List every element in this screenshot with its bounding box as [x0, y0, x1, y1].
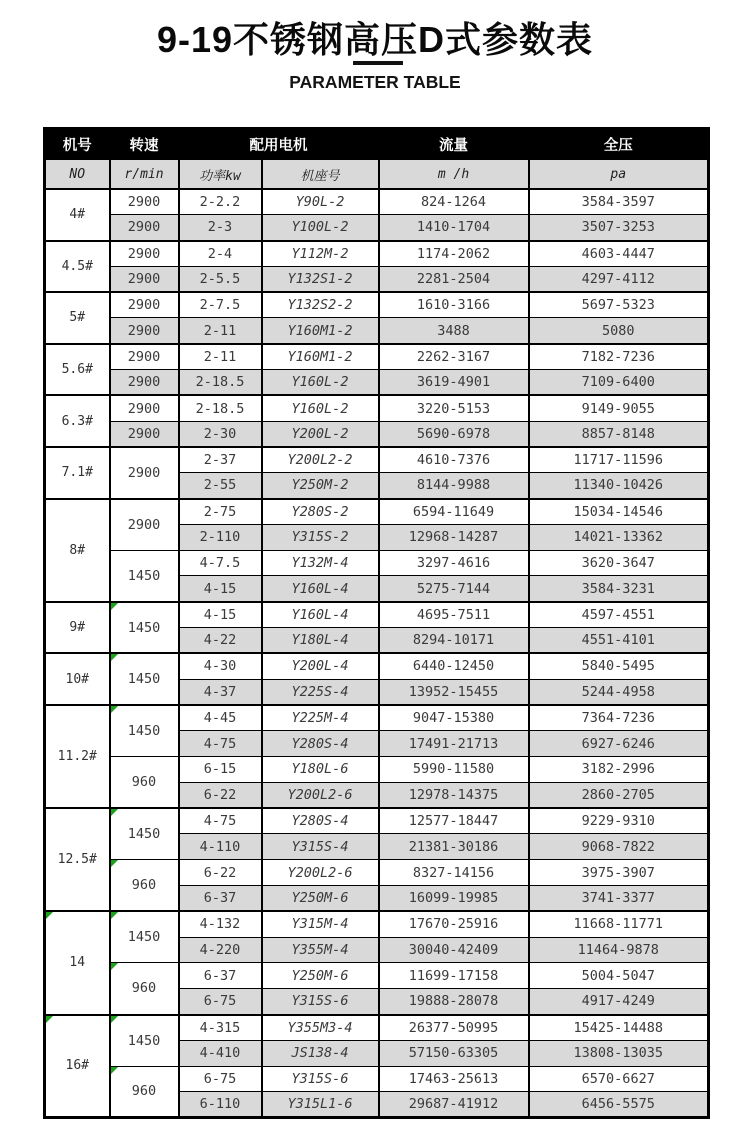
flow-cell: 5690-6978 — [379, 421, 529, 447]
power-cell: 6-37 — [179, 886, 262, 912]
power-cell: 4-410 — [179, 1040, 262, 1066]
table-row — [45, 653, 709, 679]
frame-cell: Y200L-2 — [262, 421, 379, 447]
pressure-cell: 9068-7822 — [529, 834, 709, 860]
table-row — [45, 911, 709, 937]
flow-cell: 6440-12450 — [379, 653, 529, 679]
pressure-cell: 9149-9055 — [529, 395, 709, 421]
power-cell: 4-37 — [179, 679, 262, 705]
rpm-cell: 2900 — [110, 395, 179, 421]
flow-cell: 8294-10171 — [379, 628, 529, 654]
frame-cell: Y132M-4 — [262, 550, 379, 576]
flow-cell: 2281-2504 — [379, 266, 529, 292]
frame-cell: Y112M-2 — [262, 241, 379, 267]
rpm-cell: 1450 — [110, 705, 179, 757]
machine-no-cell: 6.3# — [45, 395, 110, 447]
rpm-cell: 1450 — [110, 550, 179, 602]
pressure-cell: 5004-5047 — [529, 963, 709, 989]
unit-header-no: NO — [45, 160, 110, 190]
frame-cell: Y315S-4 — [262, 834, 379, 860]
rpm-cell: 2900 — [110, 215, 179, 241]
pressure-cell: 4551-4101 — [529, 628, 709, 654]
rpm-cell: 1450 — [110, 602, 179, 654]
flow-cell: 5275-7144 — [379, 576, 529, 602]
rpm-cell: 960 — [110, 963, 179, 1015]
pressure-cell: 8857-8148 — [529, 421, 709, 447]
flow-cell: 8144-9988 — [379, 473, 529, 499]
flow-cell: 16099-19985 — [379, 886, 529, 912]
power-cell: 4-132 — [179, 911, 262, 937]
machine-no-cell: 10# — [45, 653, 110, 705]
frame-cell: JS138-4 — [262, 1040, 379, 1066]
pressure-cell: 3975-3907 — [529, 860, 709, 886]
rpm-cell: 2900 — [110, 292, 179, 318]
pressure-cell: 11464-9878 — [529, 937, 709, 963]
power-cell: 2-30 — [179, 421, 262, 447]
frame-cell: Y250M-6 — [262, 963, 379, 989]
pressure-cell: 3620-3647 — [529, 550, 709, 576]
flow-cell: 4610-7376 — [379, 447, 529, 473]
flow-cell: 1174-2062 — [379, 241, 529, 267]
pressure-cell: 5697-5323 — [529, 292, 709, 318]
rpm-cell: 2900 — [110, 499, 179, 551]
rpm-cell: 2900 — [110, 447, 179, 499]
power-cell: 4-75 — [179, 808, 262, 834]
col-header-motor: 配用电机 — [179, 129, 379, 160]
pressure-cell: 3584-3597 — [529, 189, 709, 215]
pressure-cell: 14021-13362 — [529, 524, 709, 550]
rpm-cell: 1450 — [110, 808, 179, 860]
power-cell: 4-110 — [179, 834, 262, 860]
rpm-cell: 2900 — [110, 344, 179, 370]
frame-cell: Y355M-4 — [262, 937, 379, 963]
flow-cell: 1410-1704 — [379, 215, 529, 241]
frame-cell: Y160M1-2 — [262, 344, 379, 370]
frame-cell: Y315S-2 — [262, 524, 379, 550]
frame-cell: Y315S-6 — [262, 1066, 379, 1092]
pressure-cell: 15425-14488 — [529, 1015, 709, 1041]
machine-no-cell: 5.6# — [45, 344, 110, 396]
frame-cell: Y200L2-2 — [262, 447, 379, 473]
power-cell: 6-15 — [179, 757, 262, 783]
flow-cell: 6594-11649 — [379, 499, 529, 525]
frame-cell: Y180L-6 — [262, 757, 379, 783]
table-row — [45, 344, 709, 370]
table-row — [45, 241, 709, 267]
table-row — [45, 1015, 709, 1041]
pressure-cell: 11340-10426 — [529, 473, 709, 499]
frame-cell: Y132S1-2 — [262, 266, 379, 292]
parameter-table — [43, 127, 710, 1119]
pressure-cell: 4597-4551 — [529, 602, 709, 628]
col-header-pressure: 全压 — [529, 129, 709, 160]
table-row — [45, 189, 709, 215]
power-cell: 2-18.5 — [179, 370, 262, 396]
flow-cell: 3297-4616 — [379, 550, 529, 576]
frame-cell: Y250M-6 — [262, 886, 379, 912]
pressure-cell: 3584-3231 — [529, 576, 709, 602]
table-row — [45, 421, 709, 447]
rpm-cell: 2900 — [110, 370, 179, 396]
table-row — [45, 447, 709, 473]
power-cell: 4-7.5 — [179, 550, 262, 576]
table-row — [45, 215, 709, 241]
power-cell: 2-11 — [179, 318, 262, 344]
power-cell: 2-18.5 — [179, 395, 262, 421]
frame-cell: Y280S-4 — [262, 731, 379, 757]
power-cell: 4-15 — [179, 602, 262, 628]
rpm-cell: 960 — [110, 757, 179, 809]
power-cell: 4-220 — [179, 937, 262, 963]
frame-cell: Y315S-6 — [262, 989, 379, 1015]
rpm-cell: 2900 — [110, 241, 179, 267]
flow-cell: 3220-5153 — [379, 395, 529, 421]
power-cell: 2-55 — [179, 473, 262, 499]
flow-cell: 13952-15455 — [379, 679, 529, 705]
rpm-cell: 2900 — [110, 189, 179, 215]
power-cell: 2-7.5 — [179, 292, 262, 318]
frame-cell: Y280S-2 — [262, 499, 379, 525]
pressure-cell: 4917-4249 — [529, 989, 709, 1015]
flow-cell: 17491-21713 — [379, 731, 529, 757]
col-header-speed: 转速 — [110, 129, 179, 160]
pressure-cell: 7364-7236 — [529, 705, 709, 731]
frame-cell: Y160M1-2 — [262, 318, 379, 344]
frame-cell: Y250M-2 — [262, 473, 379, 499]
unit-header-pa: pa — [529, 160, 709, 190]
pressure-cell: 5840-5495 — [529, 653, 709, 679]
machine-no-cell: 16# — [45, 1015, 110, 1118]
pressure-cell: 9229-9310 — [529, 808, 709, 834]
rpm-cell: 2900 — [110, 318, 179, 344]
table-row — [45, 963, 709, 989]
flow-cell: 12978-14375 — [379, 782, 529, 808]
frame-cell: Y180L-4 — [262, 628, 379, 654]
machine-no-cell: 14 — [45, 911, 110, 1014]
pressure-cell: 6927-6246 — [529, 731, 709, 757]
flow-cell: 9047-15380 — [379, 705, 529, 731]
power-cell: 2-11 — [179, 344, 262, 370]
frame-cell: Y355M3-4 — [262, 1015, 379, 1041]
header-row-units — [45, 160, 709, 190]
flow-cell: 1610-3166 — [379, 292, 529, 318]
flow-cell: 57150-63305 — [379, 1040, 529, 1066]
pressure-cell: 3507-3253 — [529, 215, 709, 241]
table-row — [45, 602, 709, 628]
unit-header-rpm: r/min — [110, 160, 179, 190]
flow-cell: 3488 — [379, 318, 529, 344]
power-cell: 2-3 — [179, 215, 262, 241]
pressure-cell: 3741-3377 — [529, 886, 709, 912]
flow-cell: 29687-41912 — [379, 1092, 529, 1118]
flow-cell: 3619-4901 — [379, 370, 529, 396]
pressure-cell: 11668-11771 — [529, 911, 709, 937]
power-cell: 4-75 — [179, 731, 262, 757]
table-row — [45, 292, 709, 318]
power-cell: 4-315 — [179, 1015, 262, 1041]
table-row — [45, 395, 709, 421]
pressure-cell: 5244-4958 — [529, 679, 709, 705]
title-underline — [353, 61, 403, 65]
unit-header-m3h: m /h — [379, 160, 529, 190]
table-row — [45, 499, 709, 525]
power-cell: 2-2.2 — [179, 189, 262, 215]
flow-cell: 12577-18447 — [379, 808, 529, 834]
pressure-cell: 7109-6400 — [529, 370, 709, 396]
frame-cell: Y160L-4 — [262, 602, 379, 628]
table-row — [45, 550, 709, 576]
power-cell: 4-45 — [179, 705, 262, 731]
machine-no-cell: 4.5# — [45, 241, 110, 293]
power-cell: 2-4 — [179, 241, 262, 267]
frame-cell: Y200L2-6 — [262, 782, 379, 808]
pressure-cell: 6570-6627 — [529, 1066, 709, 1092]
parameter-table-body — [45, 189, 709, 1118]
flow-cell: 19888-28078 — [379, 989, 529, 1015]
flow-cell: 30040-42409 — [379, 937, 529, 963]
table-row — [45, 757, 709, 783]
table-row — [45, 318, 709, 344]
frame-cell: Y90L-2 — [262, 189, 379, 215]
power-cell: 4-22 — [179, 628, 262, 654]
machine-no-cell: 4# — [45, 189, 110, 241]
power-cell: 4-15 — [179, 576, 262, 602]
flow-cell: 21381-30186 — [379, 834, 529, 860]
pressure-cell: 13808-13035 — [529, 1040, 709, 1066]
rpm-cell: 2900 — [110, 266, 179, 292]
flow-cell: 5990-11580 — [379, 757, 529, 783]
page-title: 9-19不锈钢高压D式参数表 — [156, 19, 594, 60]
power-cell: 2-75 — [179, 499, 262, 525]
frame-cell: Y160L-2 — [262, 395, 379, 421]
machine-no-cell: 9# — [45, 602, 110, 654]
power-cell: 2-5.5 — [179, 266, 262, 292]
machine-no-cell: 12.5# — [45, 808, 110, 911]
pressure-cell: 5080 — [529, 318, 709, 344]
frame-cell: Y160L-4 — [262, 576, 379, 602]
table-row — [45, 266, 709, 292]
frame-cell: Y160L-2 — [262, 370, 379, 396]
flow-cell: 11699-17158 — [379, 963, 529, 989]
power-cell: 6-22 — [179, 860, 262, 886]
flow-cell: 12968-14287 — [379, 524, 529, 550]
col-header-flow: 流量 — [379, 129, 529, 160]
frame-cell: Y200L2-6 — [262, 860, 379, 886]
frame-cell: Y200L-4 — [262, 653, 379, 679]
pressure-cell: 4603-4447 — [529, 241, 709, 267]
machine-no-cell: 8# — [45, 499, 110, 602]
machine-no-cell: 5# — [45, 292, 110, 344]
table-row — [45, 860, 709, 886]
table-row — [45, 705, 709, 731]
frame-cell: Y100L-2 — [262, 215, 379, 241]
power-cell: 6-22 — [179, 782, 262, 808]
pressure-cell: 2860-2705 — [529, 782, 709, 808]
pressure-cell: 4297-4112 — [529, 266, 709, 292]
pressure-cell: 11717-11596 — [529, 447, 709, 473]
parameter-table-head — [45, 129, 709, 190]
power-cell: 6-75 — [179, 989, 262, 1015]
power-cell: 2-110 — [179, 524, 262, 550]
rpm-cell: 2900 — [110, 421, 179, 447]
flow-cell: 26377-50995 — [379, 1015, 529, 1041]
rpm-cell: 1450 — [110, 653, 179, 705]
frame-cell: Y132S2-2 — [262, 292, 379, 318]
header-row-main — [45, 129, 709, 160]
power-cell: 6-37 — [179, 963, 262, 989]
flow-cell: 2262-3167 — [379, 344, 529, 370]
power-cell: 4-30 — [179, 653, 262, 679]
unit-header-frame: 机座号 — [262, 160, 379, 190]
frame-cell: Y315M-4 — [262, 911, 379, 937]
power-cell: 6-75 — [179, 1066, 262, 1092]
col-header-machine-no: 机号 — [45, 129, 110, 160]
frame-cell: Y225M-4 — [262, 705, 379, 731]
flow-cell: 824-1264 — [379, 189, 529, 215]
flow-cell: 17463-25613 — [379, 1066, 529, 1092]
pressure-cell: 7182-7236 — [529, 344, 709, 370]
frame-cell: Y280S-4 — [262, 808, 379, 834]
power-cell: 2-37 — [179, 447, 262, 473]
machine-no-cell: 7.1# — [45, 447, 110, 499]
power-cell: 6-110 — [179, 1092, 262, 1118]
frame-cell: Y225S-4 — [262, 679, 379, 705]
rpm-cell: 1450 — [110, 1015, 179, 1067]
rpm-cell: 1450 — [110, 911, 179, 963]
frame-cell: Y315L1-6 — [262, 1092, 379, 1118]
pressure-cell: 15034-14546 — [529, 499, 709, 525]
pressure-cell: 3182-2996 — [529, 757, 709, 783]
machine-no-cell: 11.2# — [45, 705, 110, 808]
rpm-cell: 960 — [110, 1066, 179, 1118]
flow-cell: 4695-7511 — [379, 602, 529, 628]
table-row — [45, 370, 709, 396]
flow-cell: 17670-25916 — [379, 911, 529, 937]
unit-header-power-kw: 功率kw — [179, 160, 262, 190]
rpm-cell: 960 — [110, 860, 179, 912]
page-subtitle: PARAMETER TABLE — [289, 72, 461, 92]
pressure-cell: 6456-5575 — [529, 1092, 709, 1118]
table-row — [45, 808, 709, 834]
table-row — [45, 1066, 709, 1092]
flow-cell: 8327-14156 — [379, 860, 529, 886]
